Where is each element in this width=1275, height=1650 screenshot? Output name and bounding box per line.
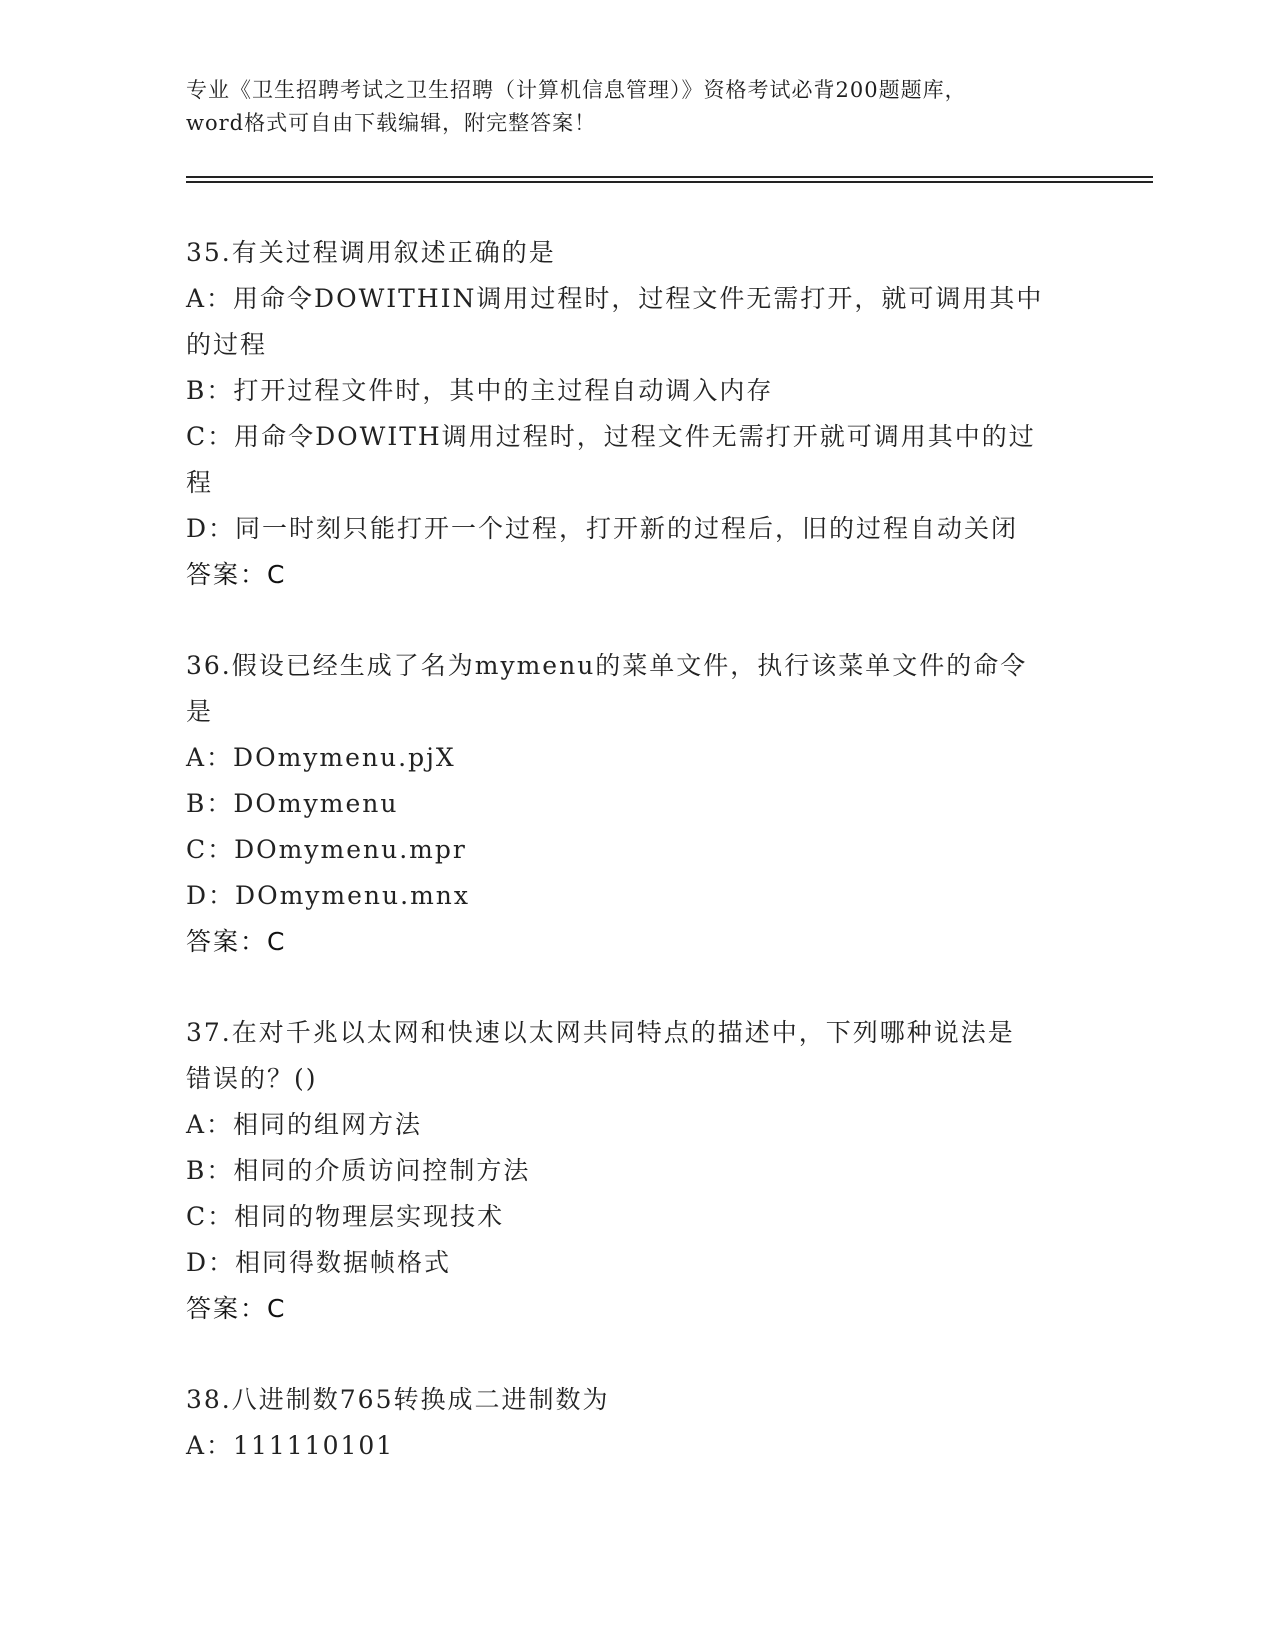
question-36 — [186, 643, 1086, 965]
header-divider-top — [186, 176, 1153, 178]
option-c: C：用命令DOWITH调用过程时，过程文件无需打开就可调用其中的过 — [186, 422, 1036, 451]
answer: 答案：C — [186, 560, 287, 589]
option-b: B：相同的介质访问控制方法 — [186, 1156, 531, 1185]
option-d: D：同一时刻只能打开一个过程，打开新的过程后，旧的过程自动关闭 — [186, 514, 1019, 543]
option-a-continued: 的过程 — [186, 330, 268, 359]
answer: 答案：C — [186, 1294, 287, 1323]
document-page — [186, 0, 1156, 1650]
question-stem-continued: 错误的？() — [186, 1064, 318, 1093]
question-37 — [186, 1010, 1086, 1332]
document-header — [186, 74, 1086, 140]
answer: 答案：C — [186, 927, 287, 956]
option-c-continued: 程 — [186, 468, 214, 497]
option-a: A：111110101 — [186, 1431, 395, 1460]
option-d: D：DOmymenu.mnx — [186, 881, 470, 910]
option-b: B：DOmymenu — [186, 789, 399, 818]
option-a: A：DOmymenu.pjX — [186, 743, 456, 772]
question-stem-continued: 是 — [186, 697, 214, 726]
question-stem: 38.八进制数765转换成二进制数为 — [186, 1385, 610, 1414]
header-line-2: word格式可自由下载编辑，附完整答案！ — [186, 111, 597, 135]
option-c: C：DOmymenu.mpr — [186, 835, 467, 864]
option-a: A：相同的组网方法 — [186, 1110, 423, 1139]
option-b: B：打开过程文件时，其中的主过程自动调入内存 — [186, 376, 774, 405]
option-a: A：用命令DOWITHIN调用过程时，过程文件无需打开，就可调用其中 — [186, 284, 1044, 313]
option-d: D：相同得数据帧格式 — [186, 1248, 452, 1277]
option-c: C：相同的物理层实现技术 — [186, 1202, 505, 1231]
question-stem: 37.在对千兆以太网和快速以太网共同特点的描述中，下列哪种说法是 — [186, 1018, 1015, 1047]
question-38 — [186, 1377, 1086, 1469]
question-stem: 35.有关过程调用叙述正确的是 — [186, 238, 556, 267]
questions-list — [186, 230, 1086, 1514]
question-stem: 36.假设已经生成了名为mymenu的菜单文件，执行该菜单文件的命令 — [186, 651, 1028, 680]
header-divider-bottom — [186, 181, 1153, 183]
question-35 — [186, 230, 1086, 598]
header-line-1: 专业《卫生招聘考试之卫生招聘（计算机信息管理）》资格考试必背200题题库， — [186, 78, 967, 102]
